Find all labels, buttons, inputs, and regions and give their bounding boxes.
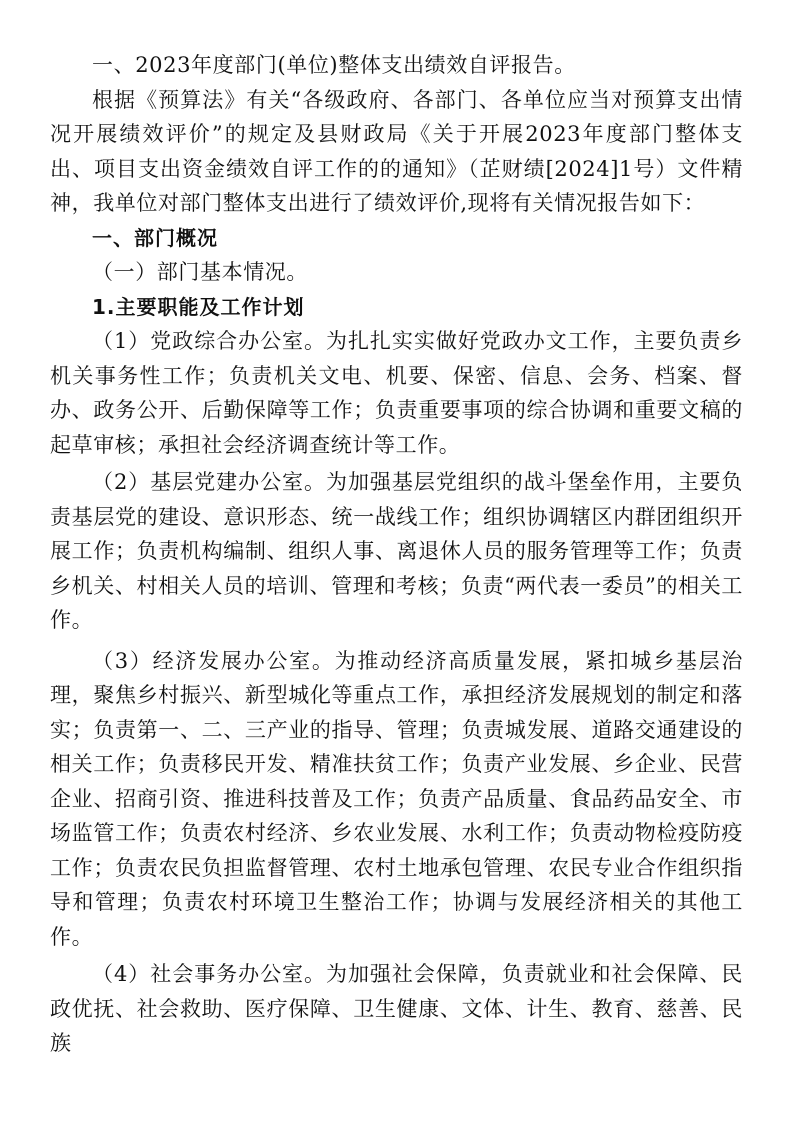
report-title-line: 一、2023年度部门(单位)整体支出绩效自评报告。: [92, 53, 576, 77]
paragraph-party-office: （1）党政综合办公室。为扎扎实实做好党政办文工作，主要负责乡机关事务性工作；负责机关文电、机要、保密、信息、会务、档案、督办、政务公开、后勤保障等工作；负责重要事项的综合协调和重要文稿的起草审核；承担社会经济调查统计等工作。: [50, 329, 743, 457]
section-heading-department-overview: 一、部门概况: [92, 225, 218, 250]
intro-paragraph: 根据《预算法》有关“各级政府、各部门、各单位应当对预算支出情况开展绩效评价”的规定及县财政局《关于开展2023年度部门整体支出、项目支出资金绩效自评工作的的通知》（芷财绩[2024]1号）文件精神，我单位对部门整体支出进行了绩效评价,现将有关情况报告如下：: [50, 87, 743, 215]
subsection-basic-info: （一）部门基本情况。: [92, 260, 308, 284]
paragraph-economic-development-office: （3）经济发展办公室。为推动经济高质量发展，紧扣城乡基层治理，聚焦乡村振兴、新型城化等重点工作，承担经济发展规划的制定和落实；负责第一、二、三产业的指导、管理；负责城发展、道路交通建设的相关工作；负责移民开发、精准扶贫工作；负责产业发展、乡企业、民营企业、招商引资、推进科技普及工作；负责产品质量、食品药品安全、市场监管工作；负责农村经济、乡农业发展、水利工作；负责动物检疫防疫工作；负责农民负担监督管理、农村土地承包管理、农民专业合作组织指导和管理；负责农村环境卫生整治工作；协调与发展经济相关的其他工作。: [50, 648, 743, 949]
paragraph-social-affairs-office: （4）社会事务办公室。为加强社会保障，负责就业和社会保障、民政优抚、社会救助、医疗保障、卫生健康、文体、计生、教育、慈善、民族: [50, 962, 743, 1055]
paragraph-party-building-office: （2）基层党建办公室。为加强基层党组织的战斗堡垒作用，主要负责基层党的建设、意识形态、统一战线工作；组织协调辖区内群团组织开展工作；负责机构编制、组织人事、离退休人员的服务管理等工作；负责乡机关、村相关人员的培训、管理和考核；负责“两代表一委员”的相关工作。: [50, 470, 743, 632]
subheading-main-functions: 1.主要职能及工作计划: [92, 294, 305, 319]
